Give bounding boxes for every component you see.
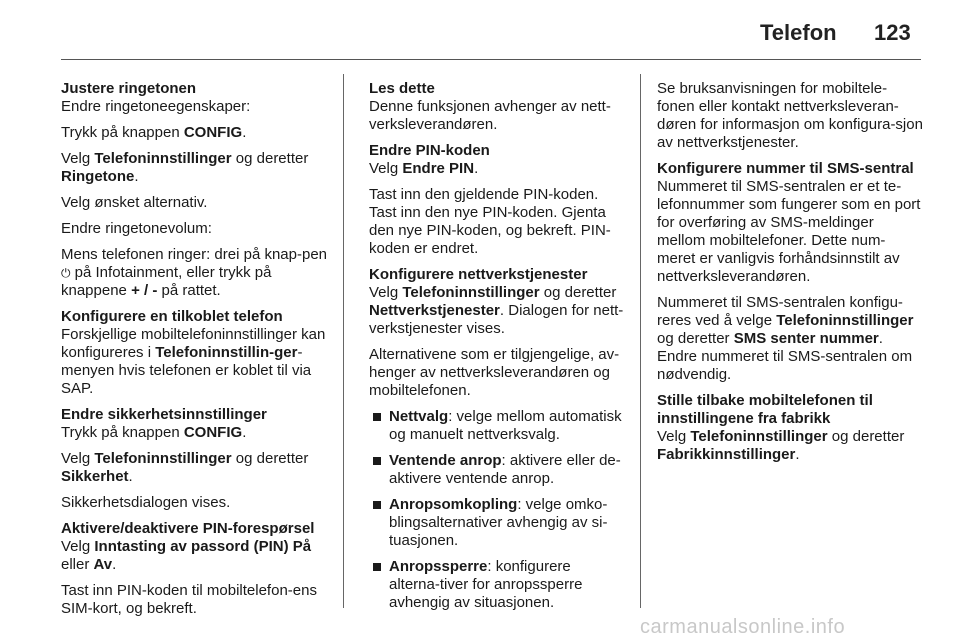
- option-term: Nettvalg: [389, 408, 449, 425]
- paragraph: [61, 494, 331, 512]
- text: og deretter: [231, 150, 309, 167]
- text: : velge mellom automatisk og manuelt nettverksvalg.: [389, 408, 622, 443]
- menu-ref: Fabrikkinnstillinger: [657, 446, 796, 463]
- paragraph: [61, 582, 331, 618]
- column-1: [61, 80, 331, 626]
- button-ref-config: CONFIG: [183, 124, 243, 141]
- column-divider-1: [343, 74, 344, 608]
- text: Sikkerhetsdialogen vises.: [61, 494, 231, 511]
- section-title: Aktivere/deaktivere PIN-forespørsel: [61, 520, 315, 537]
- section-title: Les dette: [369, 80, 435, 97]
- menu-ref: Ringetone: [61, 168, 135, 185]
- paragraph: [61, 220, 331, 238]
- text: .: [242, 424, 247, 441]
- text: .: [134, 168, 139, 185]
- menu-ref: Inntasting av passord (PIN) På: [94, 538, 312, 555]
- page-number: 123: [874, 20, 911, 45]
- paragraph: [369, 98, 625, 134]
- options-list: [369, 408, 625, 612]
- text: Nummeret til SMS-sentralen konfigu-reres ved å velge: [657, 294, 903, 329]
- paragraph: [61, 450, 331, 486]
- section-title: Justere ringetonen: [61, 80, 197, 97]
- text: Velg: [61, 538, 95, 555]
- text: Velg: [657, 428, 691, 445]
- paragraph: [657, 294, 923, 384]
- section-title: Konfigurere en tilkoblet telefon: [61, 308, 283, 325]
- section-network-services: [369, 266, 625, 612]
- option-term: Ventende anrop: [389, 452, 502, 469]
- option-term: Anropssperre: [389, 558, 488, 575]
- text: Velg ønsket alternativ.: [61, 194, 208, 211]
- bullet-square-icon: [373, 457, 381, 465]
- paragraph: [61, 194, 331, 212]
- menu-ref: Nettverkstjenester: [369, 302, 500, 319]
- paragraph: [61, 98, 331, 116]
- list-item: [369, 452, 625, 488]
- paragraph: [61, 326, 331, 398]
- menu-ref: Av: [93, 556, 113, 573]
- text: og deretter: [539, 284, 617, 301]
- text: eller: [61, 556, 94, 573]
- power-knob-icon: ⏻: [61, 266, 71, 280]
- text: : velge omko-blingsalternativer avhengig av si-tuasjonen.: [389, 496, 608, 549]
- page-header-title: Telefon: [760, 20, 837, 45]
- text: Se bruksanvisningen for mobiltele-fonen eller kontakt nettverksleveran-døren for informasjon om konfigura-sjon av nettverkstjenester.: [657, 80, 923, 151]
- text: Nummeret til SMS-sentralen er et te-lefonnummer som fungerer som en port for overføring av SMS-meldinger mellom mobiltelefoner. Dette num-meret er vanligvis forhåndsinnstilt av nettverksleverandøren.: [657, 178, 921, 285]
- list-item: [369, 558, 625, 612]
- menu-ref: SMS senter nummer: [733, 330, 879, 347]
- text: .: [474, 160, 479, 177]
- text: på rattet.: [157, 282, 221, 299]
- text: . Endre nummeret til SMS-sentralen om nødvendig.: [657, 330, 913, 383]
- header-rule: [61, 59, 921, 60]
- text: .: [128, 468, 133, 485]
- text: og deretter: [231, 450, 309, 467]
- section-title: Endre sikkerhetsinnstillinger: [61, 406, 267, 423]
- menu-ref: Telefoninnstillinger: [402, 284, 540, 301]
- option-term: Anropsomkopling: [389, 496, 518, 513]
- paragraph: [61, 150, 331, 186]
- text: Denne funksjonen avhenger av nett-verksleverandøren.: [369, 98, 611, 133]
- paragraph: [657, 428, 923, 464]
- section-note: [369, 80, 625, 134]
- column-3: [657, 80, 923, 472]
- bullet-square-icon: [373, 501, 381, 509]
- text: Alternativene som er tilgjengelige, av-henger av nettverksleverandøren og mobiltelefonen.: [369, 346, 620, 399]
- text: : konfigurere alterna-tiver for anropssperre avhengig av situasjonen.: [389, 558, 583, 611]
- paragraph: [61, 246, 331, 300]
- paragraph: [657, 178, 923, 286]
- column-divider-2: [640, 74, 641, 608]
- text: Tast inn PIN-koden til mobiltelefon-ens SIM-kort, og bekreft.: [61, 582, 317, 617]
- section-sms-center: [657, 160, 923, 384]
- section-configure-phone: [61, 308, 331, 398]
- section-change-pin: [369, 142, 625, 258]
- text: Endre ringetoneegenskaper:: [61, 98, 251, 115]
- text: : aktivere eller de-aktivere ventende anrop.: [389, 452, 621, 487]
- button-ref-config: CONFIG: [183, 424, 243, 441]
- menu-ref: Endre PIN: [402, 160, 475, 177]
- menu-ref: Telefoninnstillinger: [94, 450, 232, 467]
- text: på Infotainment, eller trykk på knappene: [61, 264, 272, 299]
- text: -menyen hvis telefonen er koblet til via SAP.: [61, 344, 312, 397]
- column-2: [369, 80, 625, 620]
- section-title: Konfigurere nettverkstjenester: [369, 266, 588, 283]
- text: Velg: [61, 150, 95, 167]
- text: .: [242, 124, 247, 141]
- section-pin-request: [61, 520, 331, 618]
- section-security-settings: [61, 406, 331, 512]
- bullet-square-icon: [373, 563, 381, 571]
- text: Tast inn den gjeldende PIN-koden. Tast inn den nye PIN-koden. Gjenta den nye PIN-koden, og bekreft. PIN-koden er endret.: [369, 186, 611, 257]
- text: .: [112, 556, 117, 573]
- text: .: [795, 446, 800, 463]
- bullet-square-icon: [373, 413, 381, 421]
- paragraph: [61, 124, 331, 142]
- paragraph: [61, 424, 331, 442]
- paragraph: [369, 160, 625, 178]
- text: Trykk på knappen: [61, 424, 184, 441]
- text: Velg: [61, 450, 95, 467]
- menu-ref: Telefoninnstillinger: [776, 312, 914, 329]
- menu-ref: Sikkerhet: [61, 468, 129, 485]
- text: Velg: [369, 284, 403, 301]
- list-item: [369, 408, 625, 444]
- menu-ref: Telefoninnstillinger: [94, 150, 232, 167]
- section-factory-reset: [657, 392, 923, 464]
- button-ref: + / -: [131, 282, 158, 299]
- text: Mens telefonen ringer: drei på knap-pen: [61, 246, 328, 263]
- paragraph: [369, 186, 625, 258]
- section-adjust-ringtone: [61, 80, 331, 300]
- section-title: Konfigurere nummer til SMS-sentral: [657, 160, 914, 177]
- paragraph: [657, 80, 923, 152]
- menu-ref: Telefoninnstillin-ger: [155, 344, 298, 361]
- text: Trykk på knappen: [61, 124, 184, 141]
- paragraph: [369, 284, 625, 338]
- paragraph: [61, 538, 331, 574]
- list-item: [369, 496, 625, 550]
- section-title: Stille tilbake mobiltelefonen til innstillingene fra fabrikk: [657, 392, 873, 427]
- menu-ref: Telefoninnstillinger: [690, 428, 828, 445]
- paragraph: [369, 346, 625, 400]
- text: Forskjellige mobiltelefoninnstillinger kan konfigureres i: [61, 326, 326, 361]
- text: . Dialogen for nett-verkstjenester vises.: [369, 302, 624, 337]
- text: og deretter: [657, 330, 734, 347]
- text: og deretter: [827, 428, 905, 445]
- text: Velg: [369, 160, 403, 177]
- section-title: Endre PIN-koden: [369, 142, 490, 159]
- text: Endre ringetonevolum:: [61, 220, 212, 237]
- watermark: carmanualsonline.info: [640, 616, 846, 638]
